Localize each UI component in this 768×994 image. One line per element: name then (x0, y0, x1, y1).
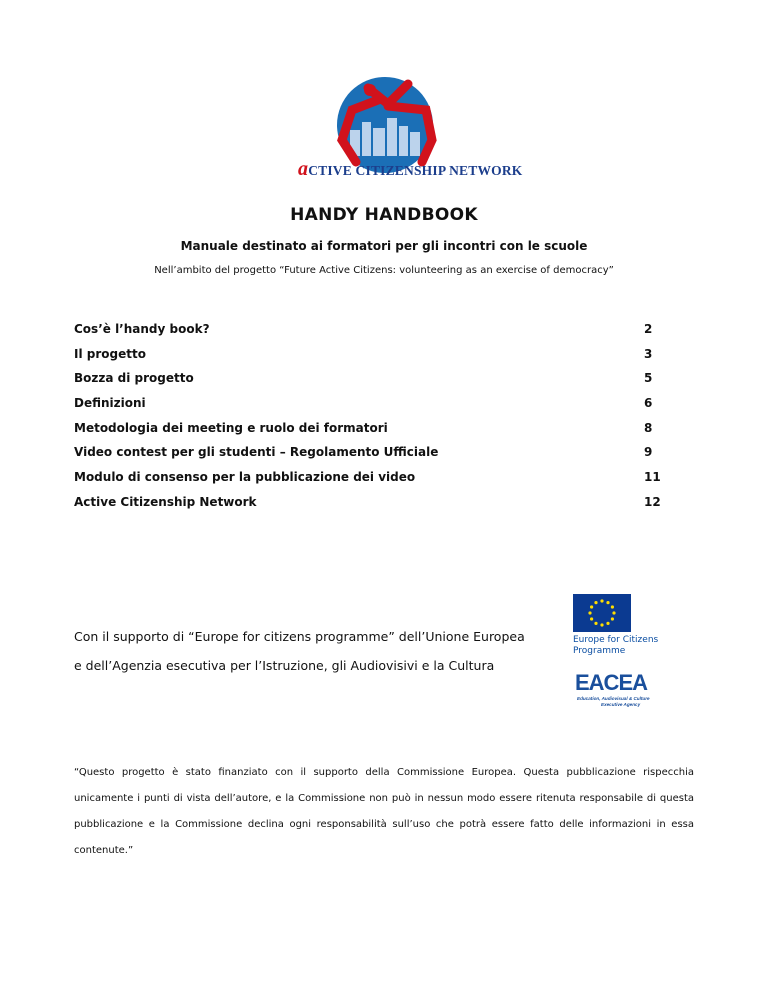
europe-for-citizens-label (573, 635, 683, 657)
logo-wordmark (298, 158, 523, 181)
toc-entry[interactable] (74, 396, 674, 421)
support-line-2: e dell’Agenzia esecutiva per l’Istruzione, gli Audiovisivi e la Cultura (74, 658, 495, 673)
toc-entry-page: 12 (644, 494, 661, 509)
toc-entry-page: 6 (644, 396, 653, 411)
toc-entry-page: 5 (644, 371, 653, 386)
toc-entry[interactable] (74, 445, 674, 470)
support-statement (74, 622, 574, 680)
toc-entry-page: 8 (644, 420, 653, 435)
efc-line-1: Europe for Citizens (573, 635, 659, 645)
toc-entry-page: 9 (644, 445, 653, 460)
toc-entry-label: Active Citizenship Network (74, 494, 257, 509)
toc-entry-label: Cos’è l’handy book? (74, 322, 210, 336)
eacea-name: EACEA (575, 670, 648, 695)
toc-entry[interactable] (74, 371, 674, 396)
toc-entry-label: Video contest per gli studenti – Regolamento Ufficiale (74, 445, 439, 460)
toc-entry[interactable] (74, 495, 674, 520)
efc-line-2: Programme (573, 646, 626, 656)
logo-wordmark-rest: CTIVE CITIZENSHIP NETWORK (308, 163, 523, 178)
toc-entry-label: Definizioni (74, 396, 146, 411)
project-context: Nell’ambito del progetto “Future Active Citizens: volunteering as an exercise of democracy” (154, 265, 614, 276)
toc-entry[interactable] (74, 347, 674, 372)
support-line-1: Con il supporto di “Europe for citizens programme” dell’Unione Europea (74, 629, 525, 644)
eacea-logo (575, 664, 655, 708)
document-title: HANDY HANDBOOK (290, 205, 478, 225)
toc-entry-label: Bozza di progetto (74, 371, 194, 386)
toc-entry[interactable] (74, 421, 674, 446)
logo-figure-head (364, 84, 376, 96)
toc-entry-label: Modulo di consenso per la pubblicazione dei video (74, 470, 416, 485)
table-of-contents (74, 322, 674, 520)
toc-entry-label: Il progetto (74, 346, 146, 361)
toc-entry[interactable] (74, 470, 674, 495)
document-subtitle: Manuale destinato ai formatori per gli incontri con le scuole (180, 239, 588, 253)
toc-entry-page: 11 (644, 470, 661, 485)
funding-disclaimer: “Questo progetto è stato finanziato con il supporto della Commissione Europea. Questa pubblicazione rispecchia unicamente i punti di vista dell’autore, e la Commissione non può in nessun modo essere ritenuta responsabile di questa pubblicazione e la Commissione declina ogni responsabilità sull’uso che potrà essere fatto delle informazioni in essa contenute.” (74, 767, 694, 856)
toc-entry-label: Metodologia dei meeting e ruolo dei formatori (74, 420, 388, 435)
toc-entry-page: 2 (644, 322, 653, 336)
toc-entry[interactable] (74, 322, 674, 347)
eacea-tagline-1: Education, Audiovisual & Culture (577, 696, 650, 701)
logo-wordmark-initial: a (298, 158, 309, 180)
eu-flag-icon (573, 594, 631, 632)
eacea-tagline-2: Executive Agency (601, 702, 641, 707)
toc-entry-page: 3 (644, 346, 653, 361)
